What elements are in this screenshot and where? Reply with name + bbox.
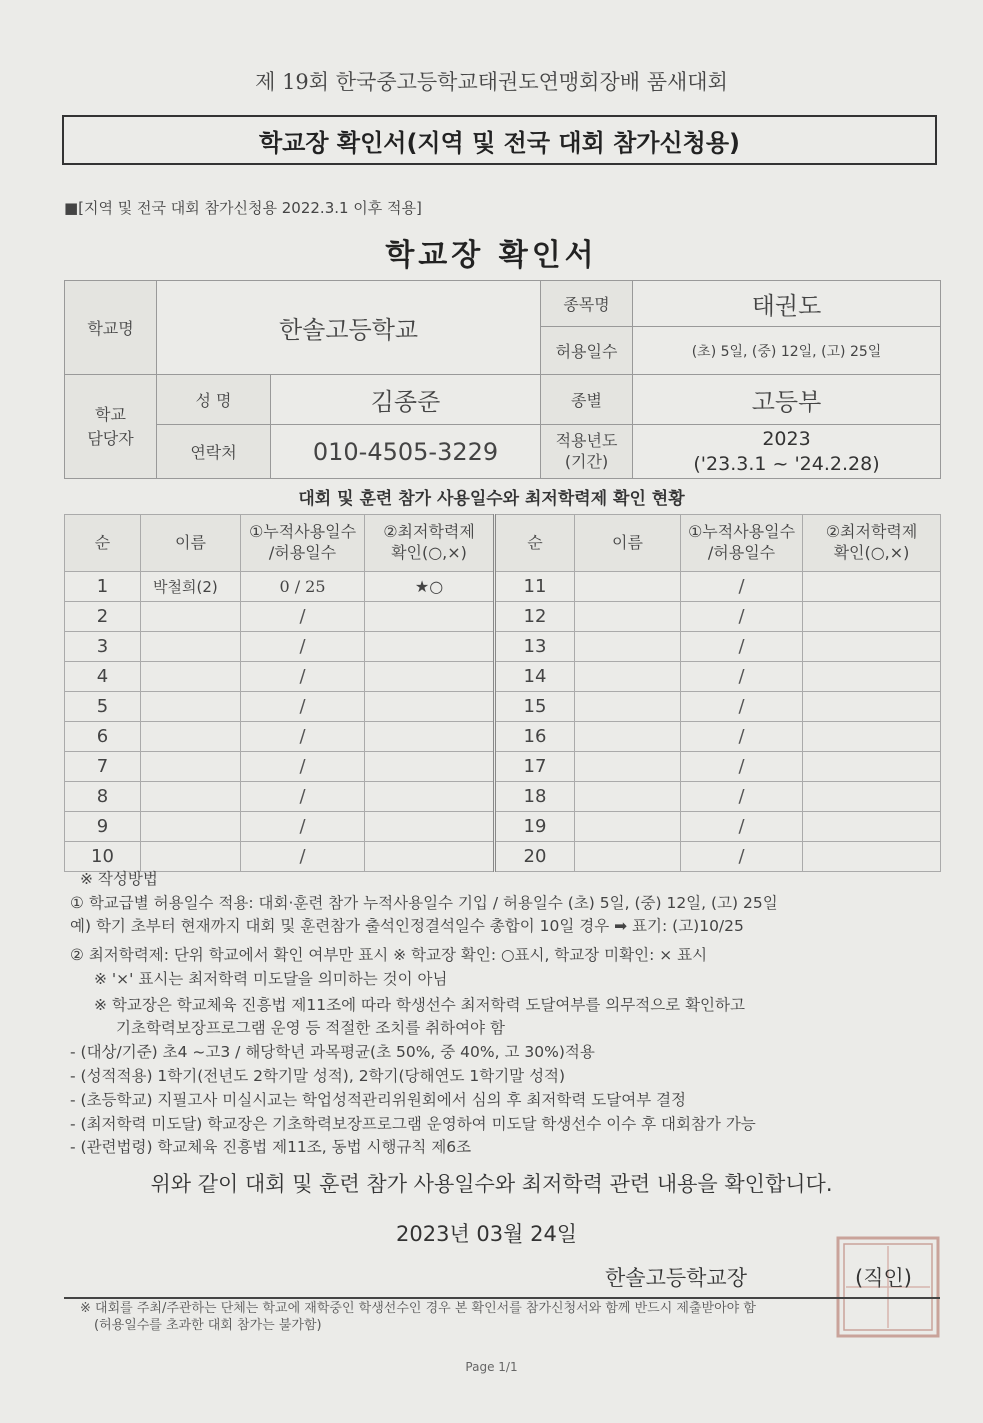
table-row: [65, 662, 941, 692]
table-row: [65, 812, 941, 842]
instruction-line: - (초등학교) 지필고사 미실시교는 학업성적관리위원회에서 심의 후 최저학력 도달여부 결정: [70, 1091, 687, 1109]
row-no-2: 14: [495, 662, 575, 692]
instruction-line: - (대상/기준) 초4 ~고3 / 해당학년 과목평균(초 50%, 중 40%, 고 30%)적용: [70, 1043, 595, 1061]
row-no: 3: [65, 632, 141, 662]
row-no: 5: [65, 692, 141, 722]
row-name: [141, 722, 241, 752]
row-check: [365, 752, 495, 782]
instruction-line: ② 최저학력제: 단위 학교에서 확인 여부만 표시 ※ 학교장 확인: ○표시, 학교장 미확인: × 표시: [70, 946, 708, 964]
school-value: 한솔고등학교: [157, 281, 541, 375]
row-no: 2: [65, 602, 141, 632]
main-title: 학교장 확인서: [385, 238, 598, 273]
row-no-2: 12: [495, 602, 575, 632]
row-no-2: 16: [495, 722, 575, 752]
instruction-line: - (성적적용) 1학기(전년도 2학기말 성적), 2학기(당해연도 1학기말 성적): [70, 1067, 566, 1085]
row-name-2: [575, 842, 681, 872]
row-no: 7: [65, 752, 141, 782]
contact-person-label: 학교 담당자: [65, 375, 157, 479]
row-no-2: 19: [495, 812, 575, 842]
instructions-title: ※ 작성방법: [80, 870, 158, 888]
name-value: 김종준: [271, 375, 541, 425]
footer-line: ※ 대회를 주최/주관하는 단체는 학교에 재학중인 학생선수인 경우 본 확인서를 참가신청서와 함께 반드시 제출받아야 함: [80, 1301, 756, 1316]
row-name: [141, 812, 241, 842]
event-title: 제 19회 한국중고등학교태권도연맹회장배 품새대회: [255, 70, 728, 94]
footer-line: (허용일수를 초과한 대회 참가는 불가함): [94, 1318, 322, 1333]
header-name: 이름: [141, 515, 241, 572]
school-label: 학교명: [65, 281, 157, 375]
header-no: 순: [65, 515, 141, 572]
name-label: 성 명: [157, 375, 271, 425]
row-days: /: [241, 722, 365, 752]
year-label: 적용년도 (기간): [541, 425, 633, 479]
row-check-2: [803, 632, 941, 662]
seal-label: (직인): [855, 1266, 912, 1290]
table-row: [65, 572, 941, 602]
row-no-2: 17: [495, 752, 575, 782]
row-no-2: 13: [495, 632, 575, 662]
row-days-2: /: [681, 752, 803, 782]
row-name-2: [575, 782, 681, 812]
table-row: [65, 722, 941, 752]
table-row: [65, 602, 941, 632]
row-check: [365, 782, 495, 812]
header-academic-2: ②최저학력제 확인(○,×): [803, 515, 941, 572]
row-no: 9: [65, 812, 141, 842]
row-name: [141, 782, 241, 812]
page-number: Page 1/1: [465, 1360, 518, 1374]
table-row: [65, 632, 941, 662]
table-row: [65, 782, 941, 812]
status-table: [64, 514, 941, 872]
division-label: 종별: [541, 375, 633, 425]
row-name-2: [575, 722, 681, 752]
row-no: 8: [65, 782, 141, 812]
instruction-line: ※ '×' 표시는 최저학력 미도달을 의미하는 것이 아님: [94, 970, 448, 988]
row-check: [365, 812, 495, 842]
row-no-2: 20: [495, 842, 575, 872]
signature-date: 2023년 03월 24일: [396, 1222, 578, 1246]
header-days-2: ①누적사용일수 /허용일수: [681, 515, 803, 572]
row-check: [365, 692, 495, 722]
instruction-line: - (관련법령) 학교체육 진흥법 제11조, 동법 시행규칙 제6조: [70, 1138, 472, 1156]
table-row: [65, 752, 941, 782]
row-name-2: [575, 602, 681, 632]
phone-value: 010-4505-3229: [271, 425, 541, 479]
row-check: [365, 602, 495, 632]
row-name-2: [575, 812, 681, 842]
header-days: ①누적사용일수 /허용일수: [241, 515, 365, 572]
allow-days-value: (초) 5일, (중) 12일, (고) 25일: [633, 327, 941, 375]
info-table: [64, 280, 941, 479]
instruction-line: ① 학교급별 허용일수 적용: 대회·훈련 참가 누적사용일수 기입 / 허용일수 (초) 5일, (중) 12일, (고) 25일: [70, 894, 778, 912]
footer-divider: [64, 1297, 940, 1299]
row-days: /: [241, 752, 365, 782]
row-days: /: [241, 782, 365, 812]
instruction-line: ※ 학교장은 학교체육 진흥법 제11조에 따라 학생선수 최저학력 도달여부를 의무적으로 확인하고: [94, 996, 745, 1014]
row-name-2: [575, 572, 681, 602]
row-days-2: /: [681, 632, 803, 662]
header-name-2: 이름: [575, 515, 681, 572]
row-name-2: [575, 752, 681, 782]
row-days: /: [241, 632, 365, 662]
row-check-2: [803, 692, 941, 722]
row-check: [365, 662, 495, 692]
row-no: 4: [65, 662, 141, 692]
row-check: [365, 722, 495, 752]
allow-days-label: 허용일수: [541, 327, 633, 375]
row-check-2: [803, 602, 941, 632]
row-days-2: /: [681, 782, 803, 812]
row-days: /: [241, 812, 365, 842]
event-value: 태권도: [633, 281, 941, 327]
row-no: 6: [65, 722, 141, 752]
row-check-2: [803, 662, 941, 692]
row-no: 1: [65, 572, 141, 602]
year-value: 2023: [762, 427, 811, 450]
document-title-box: [62, 115, 937, 165]
row-name: [141, 662, 241, 692]
row-name-2: [575, 632, 681, 662]
row-name: [141, 842, 241, 872]
table-row: [65, 842, 941, 872]
row-name-2: [575, 662, 681, 692]
row-name: [141, 602, 241, 632]
row-days: /: [241, 662, 365, 692]
instruction-line: 예) 학기 초부터 현재까지 대회 및 훈련참가 출석인정결석일수 총합이 10일 경우 ➡ 표기: (고)10/25: [70, 917, 744, 935]
period-value: ('23.3.1 ~ '24.2.28): [693, 452, 880, 475]
applicability-note: ■[지역 및 전국 대회 참가신청용 2022.3.1 이후 적용]: [64, 199, 422, 217]
instruction-line: - (최저학력 미도달) 학교장은 기초학력보장프로그램 운영하여 미도달 학생선수 이수 후 대회참가 가능: [70, 1115, 756, 1133]
header-academic: ②최저학력제 확인(○,×): [365, 515, 495, 572]
division-value: 고등부: [633, 375, 941, 425]
confirmation-statement: 위와 같이 대회 및 훈련 참가 사용일수와 최저학력 관련 내용을 확인합니다.: [150, 1172, 833, 1196]
row-days-2: /: [681, 602, 803, 632]
row-days-2: /: [681, 572, 803, 602]
row-days-2: /: [681, 692, 803, 722]
row-days-2: /: [681, 662, 803, 692]
row-days: 0 / 25: [241, 572, 365, 602]
row-days: /: [241, 842, 365, 872]
row-days: /: [241, 602, 365, 632]
row-check-2: [803, 842, 941, 872]
row-name: [141, 692, 241, 722]
row-check-2: [803, 752, 941, 782]
year-cell: [633, 425, 941, 479]
header-no-2: 순: [495, 515, 575, 572]
row-name: [141, 752, 241, 782]
status-section-title: 대회 및 훈련 참가 사용일수와 최저학력제 확인 현황: [298, 489, 685, 509]
row-check: ★○: [365, 572, 495, 602]
footer-notes: [80, 1300, 756, 1334]
row-check: [365, 632, 495, 662]
row-name: [141, 632, 241, 662]
row-check-2: [803, 572, 941, 602]
row-days: /: [241, 692, 365, 722]
row-check-2: [803, 812, 941, 842]
principal-signature: 한솔고등학교장: [605, 1266, 748, 1290]
row-name-2: [575, 692, 681, 722]
row-check-2: [803, 722, 941, 752]
row-check-2: [803, 782, 941, 812]
row-no-2: 18: [495, 782, 575, 812]
row-no-2: 11: [495, 572, 575, 602]
row-name: 박철희(2): [141, 572, 241, 602]
document-title: 학교장 확인서(지역 및 전국 대회 참가신청용): [258, 128, 741, 157]
phone-label: 연락처: [157, 425, 271, 479]
event-label: 종목명: [541, 281, 633, 327]
row-days-2: /: [681, 842, 803, 872]
row-no: 10: [65, 842, 141, 872]
instruction-line: 기초학력보장프로그램 운영 등 적절한 조치를 취하여야 함: [116, 1019, 505, 1037]
row-no-2: 15: [495, 692, 575, 722]
row-days-2: /: [681, 812, 803, 842]
table-row: [65, 692, 941, 722]
row-check: [365, 842, 495, 872]
row-days-2: /: [681, 722, 803, 752]
